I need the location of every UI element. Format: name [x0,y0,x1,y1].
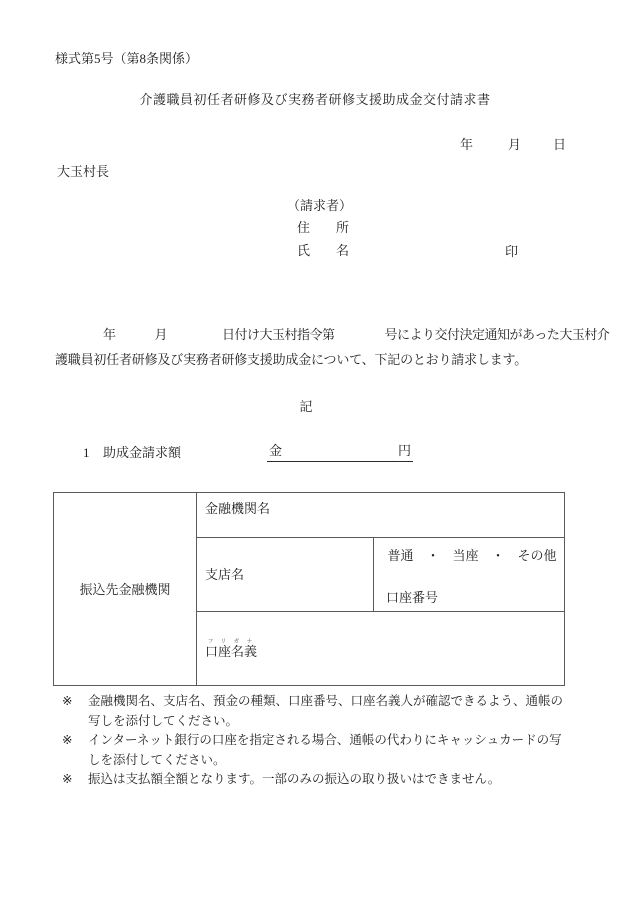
claimant-heading: （請求者） [287,198,353,213]
body-line-1 [55,327,609,342]
account-cell [374,538,564,611]
note-text: しを添付してください。 [88,752,226,767]
address-label: 住 所 [297,220,350,235]
transfer-bank-row-header: 振込先金融機関 [54,493,197,685]
note-marker: ※ [62,772,73,786]
account-holder-label [205,639,257,659]
account-type-options: 普通 ・ 当座 ・ その他 [387,548,557,563]
amount-prefix: 金 [269,443,283,458]
note-line [62,712,590,732]
note-text: 振込は支払額全額となります。一部のみの振込の取り扱いはできません。 [88,772,501,786]
branch-name-label: 支店名 [197,538,374,611]
body-line-2: 護職員初任者研修及び実務者研修支援助成金について、下記のとおり請求します。 [55,352,528,367]
body-year-label: 年 [103,327,116,342]
body-notice-text: 号により交付決定通知があった大玉村介 [384,327,610,342]
note-line [62,692,590,712]
seal-mark: 印 [505,244,519,259]
page-title: 介護職員初任者研修及び実務者研修支援助成金交付請求書 [139,92,491,107]
date-line [460,137,566,152]
bank-table [53,492,565,686]
note-text: 金融機関名、支店名、預金の種類、口座番号、口座名義人が確認できるよう、通帳の [88,694,564,708]
account-holder-ruby: フリガナ [205,638,258,645]
amount-underline [267,443,413,462]
addressee: 大玉村長 [57,164,110,179]
account-holder-row [197,612,564,685]
bank-table-middle-row [197,538,564,612]
amount-unit: 円 [397,443,411,458]
item-label: 助成金請求額 [103,445,182,460]
bank-table-right [197,493,564,685]
date-year-label: 年 [460,137,474,152]
account-number-label: 口座番号 [386,590,439,605]
item-number: 1 [83,445,90,460]
form-number: 様式第5号（第8条関係） [55,51,199,66]
note-text: インターネット銀行の口座を指定される場合、通帳の代わりにキャッシュカードの写 [88,733,562,747]
body-month-label: 月 [154,327,168,342]
bank-name-label: 金融機関名 [197,493,564,538]
note-marker: ※ [62,694,73,708]
note-line [62,770,590,790]
date-month-label: 月 [508,137,522,152]
notes [62,692,590,790]
note-marker: ※ [62,733,73,747]
note-line [62,751,590,771]
account-holder-text: 口座名義 [205,643,258,659]
note-line [62,731,590,751]
date-day-label: 日 [553,137,567,152]
note-text: 写しを添付してください。 [88,713,239,728]
ki-heading: 記 [299,399,313,414]
body-directive-label: 日付け大玉村指令第 [222,327,335,342]
name-label: 氏 名 [297,243,350,258]
